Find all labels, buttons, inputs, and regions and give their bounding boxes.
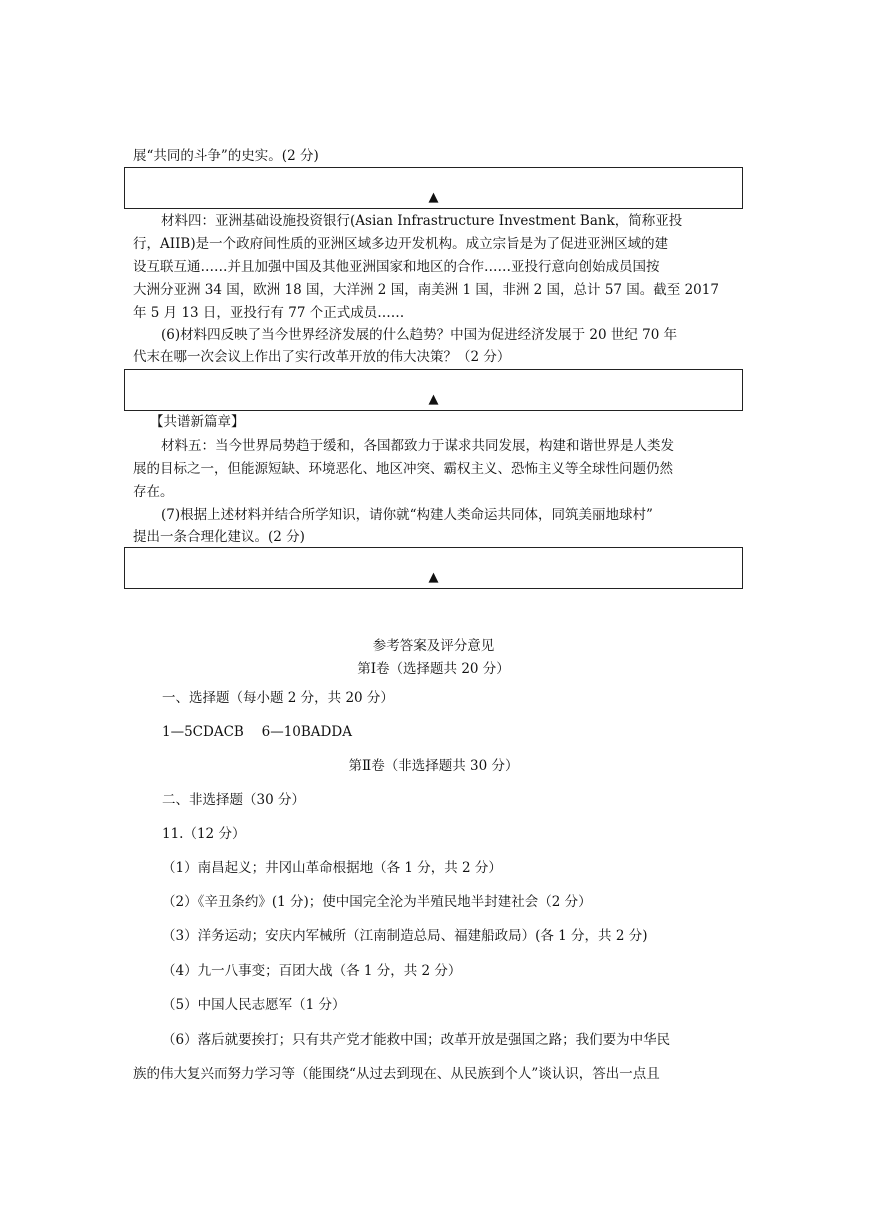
material4-line: 行，AIIB)是一个政府间性质的亚洲区域多边开发机构。成立宗旨是为了促进亚洲区域的建 <box>133 236 669 252</box>
answer-item: （2）《辛丑条约》(1 分)；使中国完全沦为半殖民地半封建社会（2 分） <box>162 894 592 910</box>
question-6-line: 代末在哪一次会议上作出了实行改革开放的伟大决策？（2 分） <box>133 349 511 365</box>
question-text-line: 展“共同的斗争”的史实。(2 分) <box>133 148 319 164</box>
answer-item: （5）中国人民志愿军（1 分） <box>162 997 346 1013</box>
answer-key-title: 参考答案及评分意见 <box>372 638 495 654</box>
answer-item: （4）九一八事变；百团大战（各 1 分，共 2 分） <box>162 963 462 979</box>
mc-answers: 1—5CDACB 6—10BADDA <box>162 724 352 740</box>
material5-line: 存在。 <box>133 484 174 500</box>
material4-line: 大洲分亚洲 34 国，欧洲 18 国，大洋洲 2 国，南美洲 1 国，非洲 2 国，总计 57 国。截至 2017 <box>133 282 719 298</box>
question-7-line: 提出一条合理化建议。(2 分) <box>133 529 305 545</box>
answer-box-5[interactable] <box>124 167 743 209</box>
answer-box-7[interactable] <box>124 547 743 589</box>
material4-line: 设互联互通……并且加强中国及其他亚洲国家和地区的合作……亚投行意向创始成员国按 <box>133 259 660 275</box>
triangle-answer-icon: ▲ <box>428 190 439 205</box>
answer-item: 族的伟大复兴而努力学习等（能围绕“从过去到现在、从民族到个人”谈认识，答出一点且 <box>133 1066 660 1082</box>
material4-line: 年 5 月 13 日，亚投行有 77 个正式成员…… <box>133 305 405 321</box>
answer-item: （3）洋务运动；安庆内军械所（江南制造总局、福建船政局）(各 1 分，共 2 分) <box>162 928 648 944</box>
material5-line: 材料五：当今世界局势趋于缓和，各国都致力于谋求共同发展，构建和谐世界是人类发 <box>161 438 674 454</box>
nonmc-header: 二、非选择题（30 分） <box>162 792 305 808</box>
answer-item: （1）南昌起义；井冈山革命根据地（各 1 分，共 2 分） <box>162 860 502 876</box>
material5-line: 展的目标之一，但能源短缺、环境恶化、地区冲突、霸权主义、恐怖主义等全球性问题仍然 <box>133 461 673 477</box>
triangle-answer-icon: ▲ <box>428 570 439 585</box>
mc-header: 一、选择题（每小题 2 分，共 20 分） <box>162 690 394 706</box>
volume-2-title: 第Ⅱ卷（非选择题共 30 分） <box>348 758 519 774</box>
question-7-line: (7)根据上述材料并结合所学知识，请你就“构建人类命运共同体，同筑美丽地球村” <box>161 507 653 523</box>
q11-header: 11.（12 分） <box>162 826 246 842</box>
section-heading: 【共谱新篇章】 <box>150 414 245 430</box>
material4-line: 材料四：亚洲基础设施投资银行(Asian Infrastructure Investment Bank，简称亚投 <box>161 213 683 229</box>
triangle-answer-icon: ▲ <box>428 392 439 407</box>
volume-1-title: 第Ⅰ卷（选择题共 20 分） <box>357 661 510 677</box>
answer-box-6[interactable] <box>124 369 743 411</box>
question-6-line: (6)材料四反映了当今世界经济发展的什么趋势？中国为促进经济发展于 20 世纪 70 年 <box>161 327 678 343</box>
answer-item: （6）落后就要挨打；只有共产党才能救中国；改革开放是强国之路；我们要为中华民 <box>162 1032 671 1048</box>
